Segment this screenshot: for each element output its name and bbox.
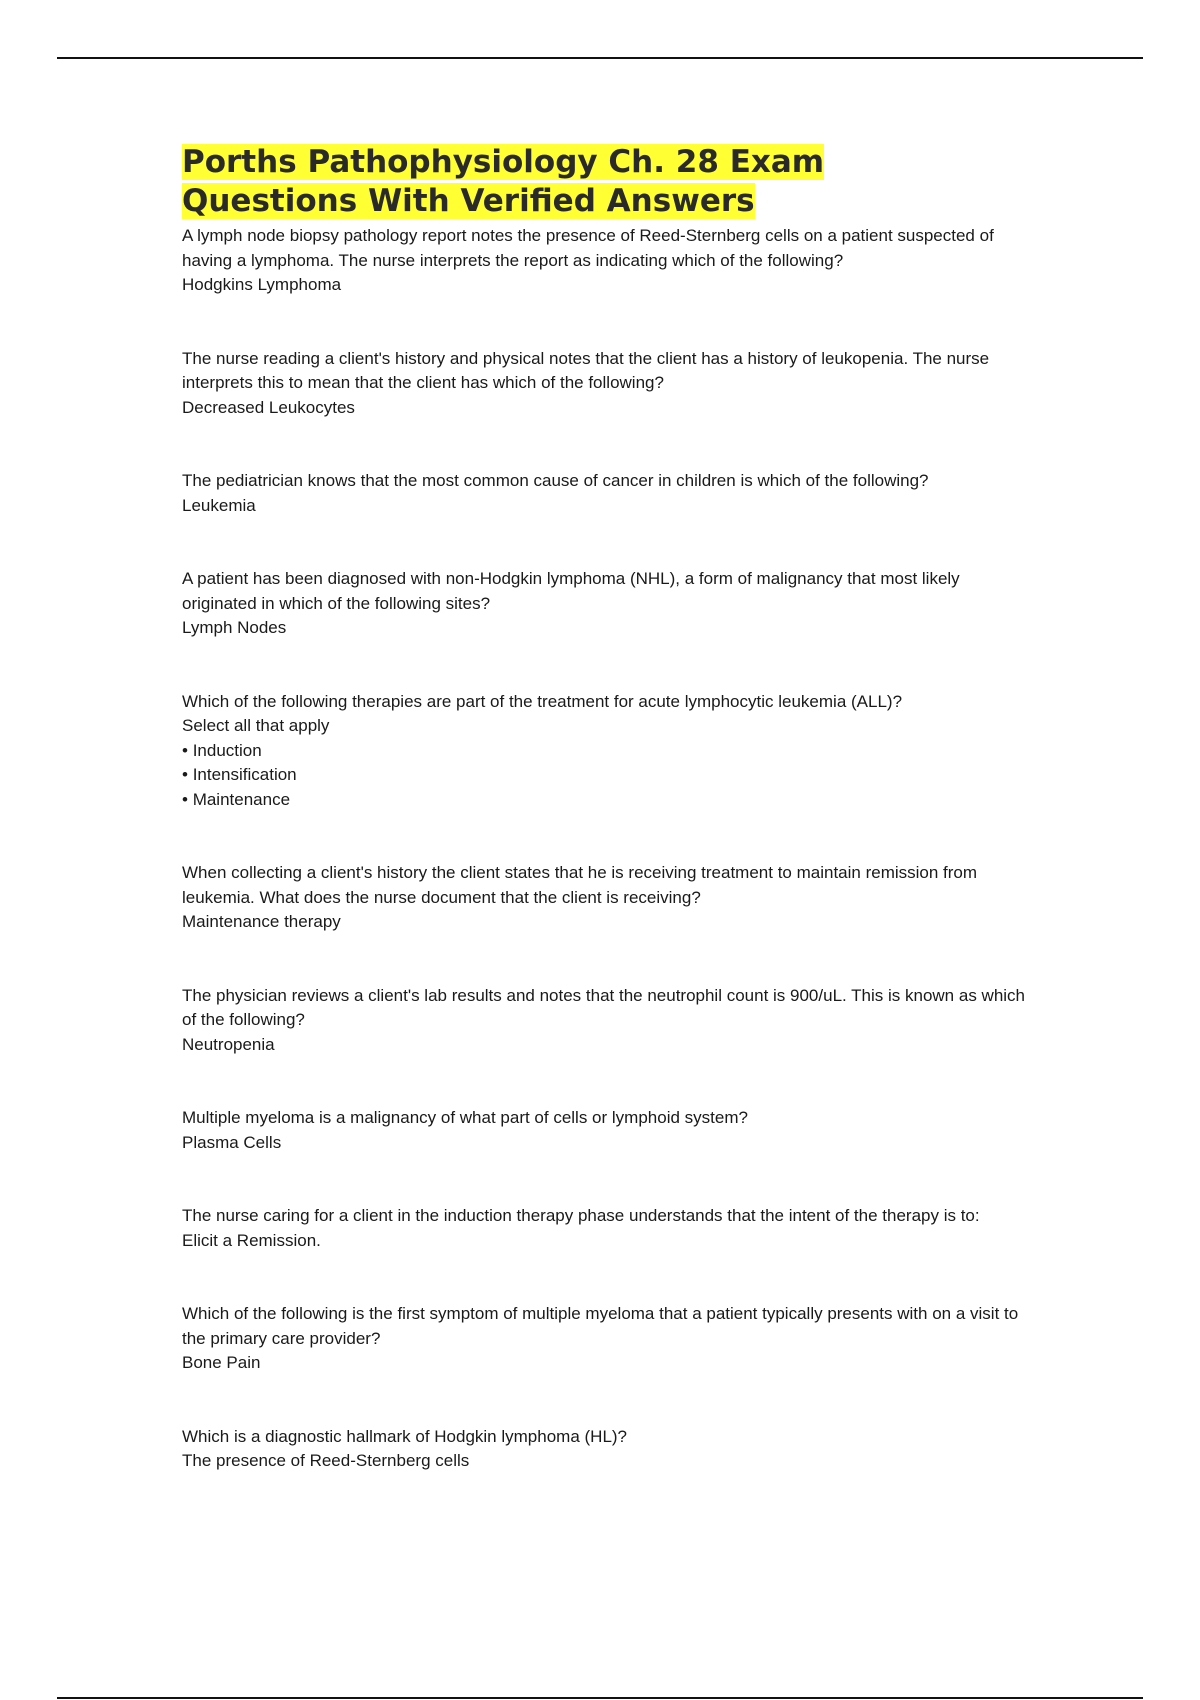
answer-text: Neutropenia (182, 1034, 275, 1054)
qa-item (182, 861, 1032, 935)
answer-text: Hodgkins Lymphoma (182, 275, 342, 294)
question-text: The nurse reading a client's history and physical notes that the client has a history of leukopenia. The nurse interprets this to mean that the client has which of the following? (182, 348, 990, 392)
answer-text: Lymph Nodes (182, 618, 287, 637)
answer-text: The presence of Reed-Sternberg cells (182, 1451, 470, 1470)
answer-text: Bone Pain (182, 1353, 261, 1372)
title-line-2: Questions With Verified Answers (182, 183, 755, 219)
qa-item (182, 469, 1032, 518)
qa-item (182, 224, 1032, 298)
answer-bullet: • Maintenance (182, 788, 1032, 813)
answer-text: Leukemia (182, 495, 256, 515)
answer-text: Plasma Cells (182, 1132, 282, 1152)
qa-item (182, 690, 1032, 813)
question-text: Which of the following is the first symptom of multiple myeloma that a patient typically presents with on a visit to the primary care provider? (182, 1304, 1019, 1348)
document-body (182, 143, 1032, 1523)
question-text: The physician reviews a client's lab results and notes that the neutrophil count is 900/uL. This is known as which of the following? (182, 985, 1026, 1029)
question-text: Which is a diagnostic hallmark of Hodgkin lymphoma (HL)? (182, 1426, 628, 1446)
document-title (182, 143, 1032, 221)
bottom-rule (57, 1697, 1143, 1699)
question-text: A patient has been diagnosed with non-Hodgkin lymphoma (NHL), a form of malignancy that most likely originated in which of the following sites? (182, 569, 960, 613)
top-rule (57, 57, 1143, 59)
qa-item (182, 1204, 1032, 1253)
qa-item (182, 1302, 1032, 1376)
answer-bullet: • Induction (182, 739, 1032, 764)
answer-text: Select all that apply (182, 716, 330, 735)
qa-item (182, 984, 1032, 1058)
answer-text: Decreased Leukocytes (182, 397, 355, 417)
question-text: The nurse caring for a client in the induction therapy phase understands that the intent of the therapy is to: (182, 1206, 980, 1225)
title-line-1: Porths Pathophysiology Ch. 28 Exam (182, 144, 825, 180)
question-text: When collecting a client's history the client states that he is receiving treatment to maintain remission from leukemia. What does the nurse document that the client is receiving? (182, 863, 978, 907)
qa-list (182, 224, 1032, 1474)
question-text: A lymph node biopsy pathology report notes the presence of Reed-Sternberg cells on a patient suspected of having a lymphoma. The nurse interprets the report as indicating which of the following? (182, 226, 994, 270)
question-text: Multiple myeloma is a malignancy of what part of cells or lymphoid system? (182, 1108, 748, 1127)
qa-item (182, 567, 1032, 641)
question-text: Which of the following therapies are part of the treatment for acute lymphocytic leukemia (ALL)? (182, 691, 903, 711)
qa-item (182, 1425, 1032, 1474)
qa-item (182, 1106, 1032, 1155)
question-text: The pediatrician knows that the most common cause of cancer in children is which of the following? (182, 471, 929, 490)
qa-item (182, 347, 1032, 421)
answer-bullet: • Intensification (182, 763, 1032, 788)
answer-text: Elicit a Remission. (182, 1230, 321, 1250)
answer-text: Maintenance therapy (182, 912, 341, 931)
